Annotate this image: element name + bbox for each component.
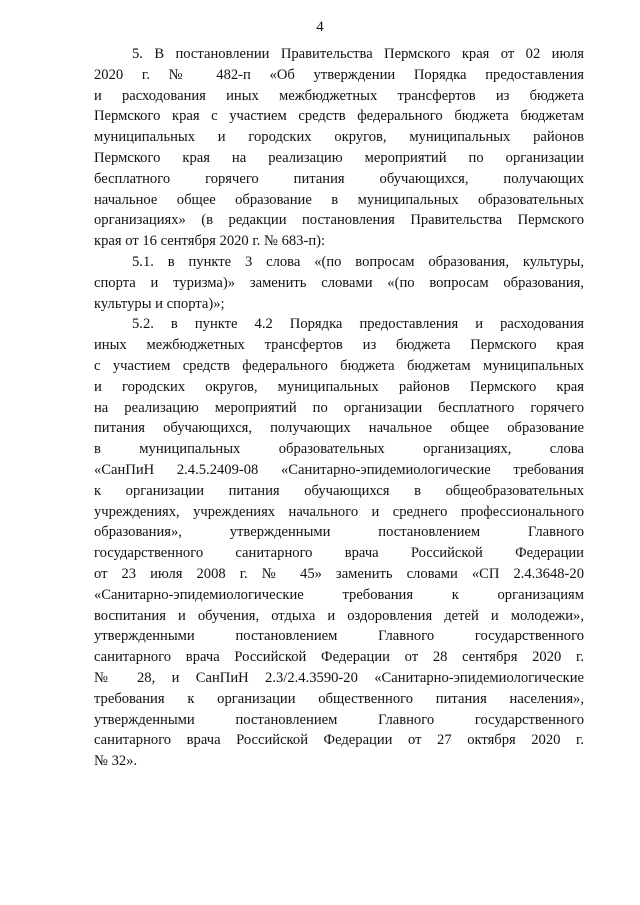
text-line: с участием средств федерального бюджета бюджетам муниципальных [94,357,584,374]
text-line: санитарного врача Российской Федерации от 28 сентября 2020 г. [94,649,584,666]
text-line: утвержденными постановлением Главного государственного [94,711,584,728]
text-line: утвержденными постановлением Главного государственного [94,628,584,645]
text-line: на реализацию мероприятий по организации бесплатного горячего [94,399,584,416]
text-line: «СанПиН 2.4.5.2409-08 «Санитарно-эпидемиологические требования [94,461,584,478]
text-line: питания обучающихся, получающих начальное общее образование [94,420,584,437]
text-line: 5.2. в пункте 4.2 Порядка предоставления и расходования [132,316,584,333]
text-line: муниципальных и городских округов, муниципальных районов [94,129,584,146]
text-line: 2020 г. № 482-п «Об утверждении Порядка предоставления [94,66,584,83]
text-line: образования», утвержденными постановлением Главного [94,524,584,541]
text-line: организациях» (в редакции постановления Правительства Пермского [94,212,584,229]
document-body [94,44,584,772]
text-line: № 28, и СанПиН 2.3/2.4.3590-20 «Санитарно-эпидемиологические [94,669,584,686]
text-line: спорта и туризма)» заменить словами «(по вопросам образования, [94,274,584,291]
text-line: воспитания и обучения, отдыха и оздоровления детей и молодежи», [94,607,584,624]
text-line: в муниципальных образовательных организациях, слова [94,441,584,458]
text-line: санитарного врача Российской Федерации от 27 октября 2020 г. [94,732,584,749]
text-line: требования к организации общественного питания населения», [94,690,584,707]
text-line: № 32». [94,753,138,770]
text-line: и городских округов, муниципальных районов Пермского края [94,378,584,395]
text-line: 5. В постановлении Правительства Пермского края от 02 июля [132,46,584,62]
text-line: бесплатного горячего питания обучающихся, получающих [94,170,584,187]
text-line: культуры и спорта)»; [94,295,225,312]
text-line: от 23 июля 2008 г. № 45» заменить словами «СП 2.4.3648-20 [94,565,584,582]
text-line: учреждениях, учреждениях начального и среднего профессионального [94,503,584,520]
text-line: Пермского края с участием средств федерального бюджета бюджетам [94,108,584,125]
text-line: начальное общее образование в муниципальных образовательных [94,191,584,208]
text-line: края от 16 сентября 2020 г. № 683-п): [94,233,326,250]
text-line: государственного санитарного врача Российской Федерации [94,545,584,562]
text-line: 5.1. в пункте 3 слова «(по вопросам образования, культуры, [132,253,584,270]
text-line: к организации питания обучающихся в общеобразовательных [94,482,584,499]
text-line: и расходования иных межбюджетных трансфертов из бюджета [94,87,584,104]
page-number: 4 [316,19,324,35]
text-line: «Санитарно-эпидемиологические требования к организациям [94,586,584,603]
text-line: Пермского края на реализацию мероприятий по организации [94,149,584,166]
text-line: иных межбюджетных трансфертов из бюджета Пермского края [94,337,584,354]
